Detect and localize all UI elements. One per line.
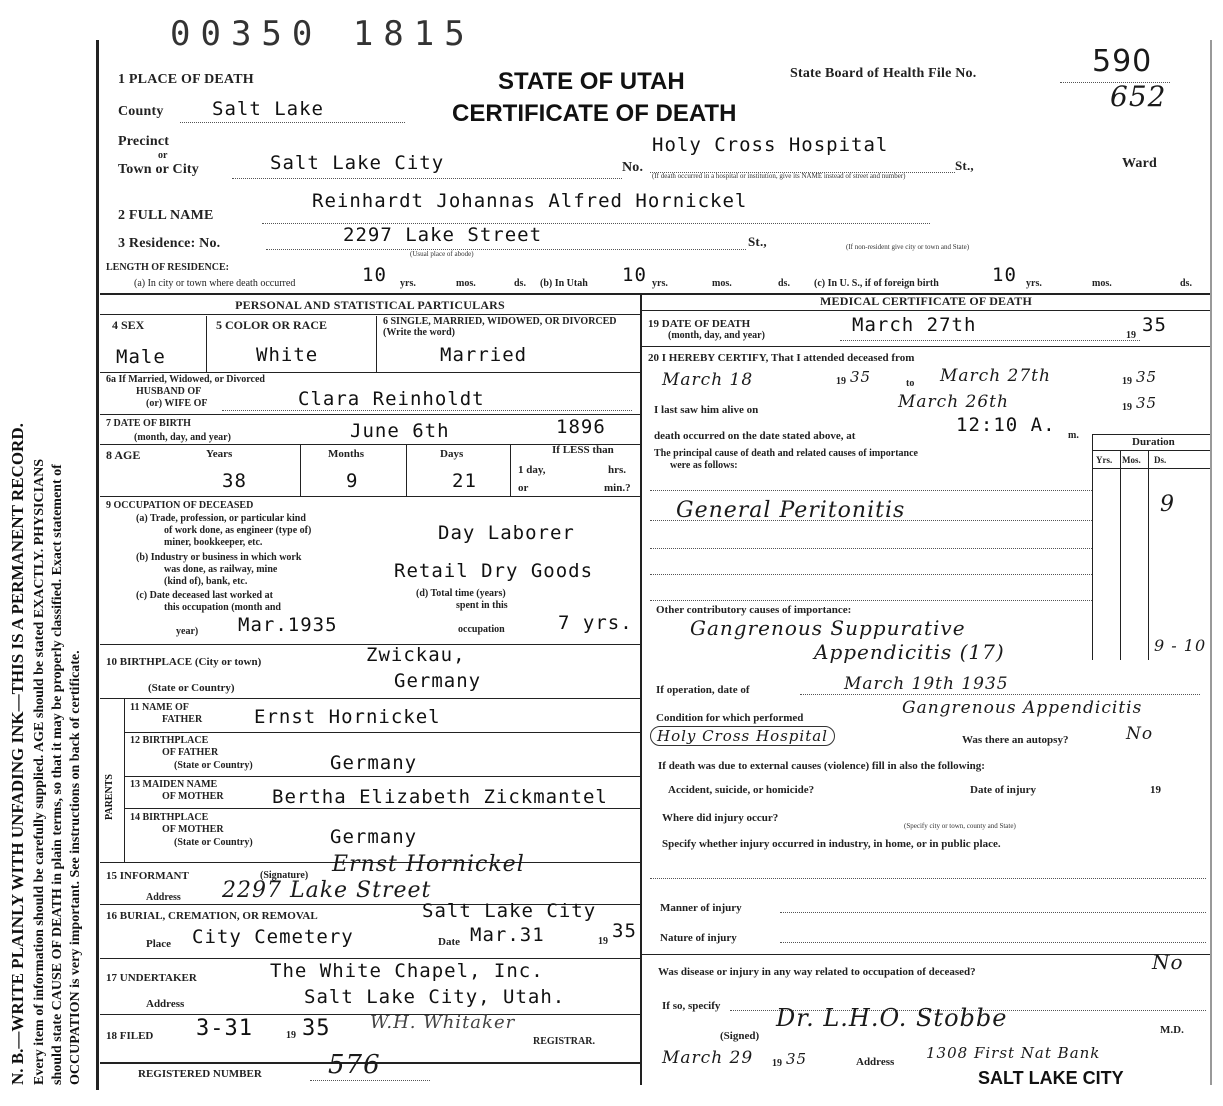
frame-right [1210,40,1212,1085]
age-day-label: 1 day, [518,464,546,476]
spouse-label-3: (or) WIFE OF [146,398,208,409]
signed-label: (Signed) [720,1030,760,1042]
death-time: 12:10 A. [956,414,1056,436]
autopsy-value: No [1126,724,1154,744]
informant-sig-label: (Signature) [260,870,309,881]
duration-label: Duration [1132,436,1175,448]
occ-d-label-3: occupation [458,624,505,635]
dob-month-day: June 6th [350,420,450,442]
occ-b-label-1: (b) Industry or business in which work [136,552,302,563]
medical-heading: MEDICAL CERTIFICATE OF DEATH [820,294,1032,308]
age-less-label: If LESS than [552,444,614,456]
age-min-label: min.? [604,482,631,494]
filed-year-prefix: 19 [286,1030,296,1041]
age-days: 21 [452,470,477,492]
occ-d-value: 7 yrs. [558,612,633,634]
residence-st-label: St., [748,234,767,249]
nature-label: Nature of injury [660,932,737,944]
burial-year-prefix: 19 [598,936,608,947]
attended-to-year: 35 [1136,368,1158,386]
external-label: If death was due to external causes (violence) fill in also the following: [658,760,985,772]
spouse-label-2: HUSBAND OF [136,386,202,397]
age-years: 38 [222,470,247,492]
marital-label: 6 SINGLE, MARRIED, WIDOWED, OR DIVORCED (Write the word) [383,316,617,338]
length-b-label: (b) In Utah [540,278,588,289]
length-a-mos: mos. [456,278,476,289]
margin-note-main: N. B.—WRITE PLAINLY WITH UNFADING INK—THIS IS A PERMANENT RECORD. [8,423,27,1085]
occ-d-label-2: spent in this [456,600,508,611]
specify-label: Specify whether injury occurred in industry, in home, or in public place. [662,838,1001,850]
informant-label: 15 INFORMANT [106,870,189,882]
occurred-label: death occurred on the date stated above, at [654,430,856,442]
fbp-label-1: 12 BIRTHPLACE [130,735,209,746]
duration-yrs: Yrs. [1096,455,1113,465]
frame-left [96,40,99,1090]
county-value: Salt Lake [212,98,324,120]
residence-note: (If non-resident give city or town and State) [846,243,970,251]
contributory-label: Other contributory causes of importance: [656,604,852,616]
margin-note-line3: should state CAUSE OF DEATH in plain terms, so that it may be properly classified. Exact statement of [50,464,65,1085]
physician-address: 1308 First Nat Bank [926,1044,1101,1062]
town-value: Salt Lake City [270,152,445,174]
city-stamp: SALT LAKE CITY [978,1068,1124,1088]
burial-label: 16 BURIAL, CREMATION, OR REMOVAL [106,910,318,922]
residence-usual: (Usual place of abode) [410,250,474,258]
last-saw-y19: 19 [1122,402,1132,413]
institution-value: Holy Cross Hospital [652,134,889,156]
informant-address: 2297 Lake Street [222,878,432,903]
mother-value: Bertha Elizabeth Zickmantel [272,786,608,808]
filed-label: 18 FILED [106,1030,154,1042]
attended-from-year: 35 [850,368,872,386]
mother-birthplace: Germany [330,826,418,848]
dod-year-prefix: 19 [1126,330,1136,341]
dob-label-2: (month, day, and year) [134,432,231,443]
duration-mos: Mos. [1122,455,1141,465]
manner-label: Manner of injury [660,902,742,914]
dob-label-1: 7 DATE OF BIRTH [106,418,191,429]
filed-year: 35 [302,1016,331,1041]
precinct-label: Precinct [118,134,170,149]
file-no-label: State Board of Health File No. [790,66,977,81]
duration-ds: Ds. [1154,455,1167,465]
occ-a-label-1: (a) Trade, profession, or particular kind [136,513,306,524]
occ-c-label-3: year) [176,626,199,637]
age-months-label: Months [328,448,365,460]
burial-place: City Cemetery [192,926,354,948]
state-title: STATE OF UTAH [498,68,685,95]
fbp-label-2: OF FATHER [162,747,219,758]
mother-label-2: OF MOTHER [162,791,224,802]
mbp-label-1: 14 BIRTHPLACE [130,812,209,823]
occ-d-label-1: (d) Total time (years) [416,588,506,599]
operation-label: If operation, date of [656,684,750,696]
length-a-ds: ds. [514,278,526,289]
informant-signature: Ernst Hornickel [332,852,525,877]
age-days-label: Days [440,448,464,460]
informant-address-label: Address [146,892,181,903]
institution-note: (If death occurred in a hospital or institution, give its NAME instead of street and number) [652,172,906,180]
length-c-mos: mos. [1092,278,1112,289]
occupation-label: 9 OCCUPATION OF DECEASED [106,500,254,511]
registrar-signature: W.H. Whitaker [370,1012,516,1033]
marital-value: Married [440,344,528,366]
spouse-label-1: 6a If Married, Widowed, or Divorced [106,374,265,385]
occ-a-label-3: miner, bookkeeper, etc. [164,537,263,548]
cause-label-2: were as follows: [670,460,738,471]
length-b-mos: mos. [712,278,732,289]
length-b-yrs: yrs. [652,278,668,289]
burial-date-label: Date [438,936,460,948]
mbp-label-2: OF MOTHER [162,824,224,835]
father-label-1: 11 NAME OF [130,702,189,713]
physician-address-label: Address [856,1056,895,1068]
length-a-years: 10 [362,264,387,286]
burial-city: Salt Lake City [422,900,597,922]
length-residence-label: LENGTH OF RESIDENCE: [106,262,229,273]
contributory-1: Gangrenous Suppurative [690,616,966,640]
last-saw-year: 35 [1136,394,1158,412]
accident-label: Accident, suicide, or homicide? [668,784,815,796]
cause-label-1: The principal cause of death and related causes of importance [654,448,918,459]
hospital-circled: Holy Cross Hospital [650,726,835,746]
serial-number: 00350 1815 [170,14,475,54]
attended-from: March 18 [662,370,754,390]
undertaker-name: The White Chapel, Inc. [270,960,544,982]
race-value: White [256,344,319,366]
no-label: No. [622,160,644,175]
filed-date: 3-31 [196,1016,253,1041]
ward-label: Ward [1122,156,1158,171]
occ-a-label-2: of work done, as engineer (type of) [164,525,312,536]
condition-value: Gangrenous Appendicitis [902,698,1143,718]
spouse-value: Clara Reinholdt [298,388,485,410]
contributory-2: Appendicitis (17) [814,640,1005,664]
occ-c-label-2: this occupation (month and [164,602,281,613]
dod-label-1: 19 DATE OF DEATH [648,318,751,330]
dob-year: 1896 [556,416,606,438]
condition-label: Condition for which performed [656,712,804,724]
file-no-2: 652 [1110,80,1167,113]
registrar-label: REGISTRAR. [533,1036,595,1047]
undertaker-address-label: Address [146,998,185,1010]
sex-label: 4 SEX [112,318,145,332]
age-hrs-label: hrs. [608,464,627,476]
precinct-or-label: or [158,150,168,161]
place-of-death-label: 1 PLACE OF DEATH [118,72,254,87]
county-label: County [118,104,164,119]
sign-date: March 29 [662,1048,754,1068]
last-saw-value: March 26th [898,392,1009,412]
length-a-label: (a) In city or town where death occurred [134,278,296,289]
contributory-days: 9 - 10 [1154,636,1207,655]
length-c-label: (c) In U. S., if of foreign birth [814,278,939,289]
length-a-yrs: yrs. [400,278,416,289]
burial-year: 35 [612,920,637,942]
father-label-2: FATHER [162,714,203,725]
mbp-label-3: (State or Country) [174,837,253,848]
mother-label-1: 13 MAIDEN NAME [130,779,218,790]
burial-date: Mar.31 [470,924,545,946]
attended-to-label: to [906,378,915,389]
death-time-m: m. [1068,430,1079,441]
margin-note-line2: Every item of information should be carefully supplied. AGE should be stated EXACTLY. PHYSICIANS [32,458,47,1085]
dod-year: 35 [1142,314,1167,336]
related-label: Was disease or injury in any way related to occupation of deceased? [658,966,976,978]
residence-label: 3 Residence: No. [118,236,221,251]
burial-place-label: Place [146,938,172,950]
birthplace-country: Germany [394,670,482,692]
margin-note-line4: OCCUPATION is very important. See instructions on back of certificate. [68,650,83,1085]
last-saw-label: I last saw him alive on [654,404,759,416]
occ-a-value: Day Laborer [438,522,575,544]
ifso-label: If so, specify [662,1000,721,1012]
injury-year: 19 [1150,784,1161,796]
sex-value: Male [116,346,166,368]
age-months: 9 [346,470,359,492]
occ-c-value: Mar.1935 [238,614,338,636]
where-label: Where did injury occur? [662,812,779,824]
birthplace-label: 10 BIRTHPLACE (City or town) [106,656,262,668]
attended-y19a: 19 [836,376,846,387]
sign-year: 35 [786,1050,808,1068]
town-label: Town or City [118,162,199,177]
md-label: M.D. [1160,1024,1184,1036]
personal-heading: PERSONAL AND STATISTICAL PARTICULARS [235,298,505,312]
length-c-yrs: yrs. [1026,278,1042,289]
undertaker-label: 17 UNDERTAKER [106,972,197,984]
parents-side-label: PARENTS [104,774,115,820]
father-value: Ernst Hornickel [254,706,441,728]
birthplace-state-label: (State or Country) [148,682,235,694]
age-years-label: Years [206,448,233,460]
reg-number: 576 [328,1050,381,1080]
fbp-label-3: (State or Country) [174,760,253,771]
length-c-years: 10 [992,264,1017,286]
certificate-title: CERTIFICATE OF DEATH [452,100,737,127]
occ-b-label-2: was done, as railway, mine [164,564,278,575]
full-name-label: 2 FULL NAME [118,208,214,223]
reg-number-label: REGISTERED NUMBER [138,1068,262,1080]
occ-b-label-3: (kind of), bank, etc. [164,576,248,587]
birthplace-city: Zwickau, [366,644,466,666]
undertaker-address: Salt Lake City, Utah. [304,986,566,1008]
race-label: 5 COLOR OR RACE [216,318,328,332]
occ-c-label-1: (c) Date deceased last worked at [136,590,273,601]
residence-value: 2297 Lake Street [343,224,543,246]
certify-text [648,352,1204,364]
file-no-1: 590 [1092,44,1153,79]
age-label: 8 AGE [106,448,141,462]
physician-signature: Dr. L.H.O. Stobbe [776,1004,1008,1032]
occ-b-value: Retail Dry Goods [394,560,594,582]
cause-days: 9 [1160,492,1175,517]
cause-value: General Peritonitis [676,498,906,523]
length-b-years: 10 [622,264,647,286]
father-birthplace: Germany [330,752,418,774]
sign-year-prefix: 19 [772,1058,782,1069]
autopsy-label: Was there an autopsy? [962,734,1069,746]
full-name-value: Reinhardt Johannas Alfred Hornickel [312,190,748,212]
divider-columns [640,295,642,1085]
injury-date-label: Date of injury [970,784,1036,796]
length-b-ds: ds. [778,278,790,289]
length-c-ds: ds. [1180,278,1192,289]
age-or-label: or [518,482,529,494]
attended-to: March 27th [940,366,1051,386]
where-note: (Specify city or town, county and State) [904,822,1016,830]
dod-value: March 27th [852,314,977,336]
certify-label: 20 I HEREBY CERTIFY, That I attended deceased from [648,352,915,364]
st-label: St., [955,158,974,173]
related-value: No [1152,950,1184,974]
operation-date: March 19th 1935 [844,674,1009,694]
attended-y19b: 19 [1122,376,1132,387]
dod-label-2: (month, day, and year) [668,330,765,341]
